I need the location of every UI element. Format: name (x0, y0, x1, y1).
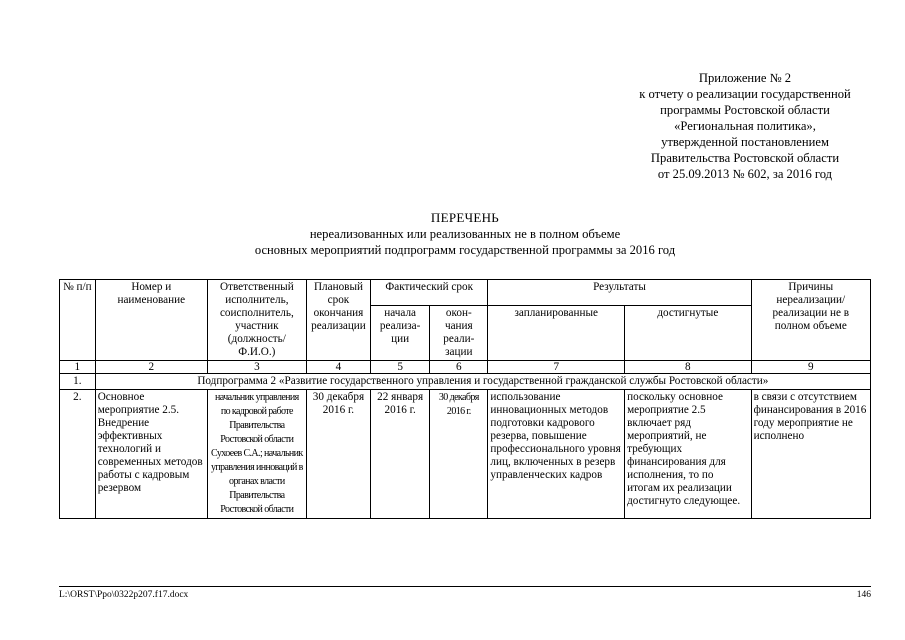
header-row (60, 280, 871, 306)
header-actual-term: Фактический срок (371, 280, 488, 306)
column-number: 1 (60, 361, 96, 374)
appendix-line: программы Ростовской области (660, 103, 830, 117)
column-number: 6 (430, 361, 488, 374)
row-planned-result: использование инновационных методов подготовки кадрового резерва, повышение профессионального уровня лиц, включенных в резерв управленческих кадров (488, 390, 625, 519)
section-row (60, 374, 871, 390)
document-subtitle: основных мероприятий подпрограмм государственной программы за 2016 год (254, 243, 676, 257)
document-heading (60, 210, 870, 258)
column-number: 8 (625, 361, 752, 374)
column-number: 9 (751, 361, 870, 374)
column-number: 5 (371, 361, 430, 374)
footer-divider (59, 586, 871, 587)
document-subtitle: нереализованных или реализованных не в полном объеме (309, 227, 621, 241)
column-number: 3 (207, 361, 306, 374)
activities-table (59, 279, 871, 519)
column-number-row (60, 361, 871, 374)
header-responsible: Ответственный исполнитель, соисполнитель, участник (должность/ Ф.И.О.) (207, 280, 306, 361)
appendix-line: Приложение № 2 (698, 71, 792, 85)
column-number: 7 (488, 361, 625, 374)
row-actual-start: 22 января 2016 г. (371, 390, 430, 519)
appendix-header (560, 70, 905, 182)
appendix-line: утвержденной постановлением (661, 135, 829, 149)
footer-file-path: L:\ORST\Ppo\0322p207.f17.docx (59, 590, 189, 600)
row-actual-end: 30 декабря 2016 г. (430, 390, 488, 519)
row-planned-term: 30 декабря 2016 г. (306, 390, 370, 519)
footer-page-number: 146 (856, 590, 871, 600)
row-activity-name: Основное мероприятие 2.5. Внедрение эффективных технологий и современных методов работы с кадровым резервом (95, 390, 207, 519)
table-row (60, 390, 871, 519)
header-name: Номер и наименование (95, 280, 207, 361)
appendix-line: к отчету о реализации государственной (639, 87, 851, 101)
header-results-achieved: достигнутые (625, 306, 752, 361)
header-reasons: Причины нереализации/ реализации не в полном объеме (751, 280, 870, 361)
column-number: 4 (306, 361, 370, 374)
row-achieved-result: поскольку основное мероприятие 2.5 включает ряд мероприятий, не требующих финансирования для исполнения, то по итогам их реализации достигнуто следующее. (625, 390, 752, 519)
row-reason: в связи с отсутствием финансирования в 2016 году мероприятие не исполнено (751, 390, 870, 519)
header-planned-term: Плановый срок окончания реализации (306, 280, 370, 361)
column-number: 2 (95, 361, 207, 374)
appendix-line: Правительства Ростовской области (650, 151, 840, 165)
appendix-line: от 25.09.2013 № 602, за 2016 год (657, 167, 833, 181)
document-title: ПЕРЕЧЕНЬ (430, 210, 500, 225)
header-results-planned: запланированные (488, 306, 625, 361)
row-num: 2. (60, 390, 96, 519)
section-num: 1. (60, 374, 96, 390)
header-actual-start: начала реализа-ции (371, 306, 430, 361)
header-num: № п/п (60, 280, 96, 361)
appendix-line: «Региональная политика», (674, 119, 816, 133)
header-actual-end: окон-чания реали-зации (430, 306, 488, 361)
header-results: Результаты (488, 280, 751, 306)
row-responsible: начальник управления по кадровой работе Правительства Ростовской области Сухоеев С.А.; начальник управления инноваций в органах власти Правительства Ростовской области (207, 390, 306, 519)
section-title: Подпрограмма 2 «Развитие государственного управления и государственной гражданской службы Ростовской области» (95, 374, 870, 390)
